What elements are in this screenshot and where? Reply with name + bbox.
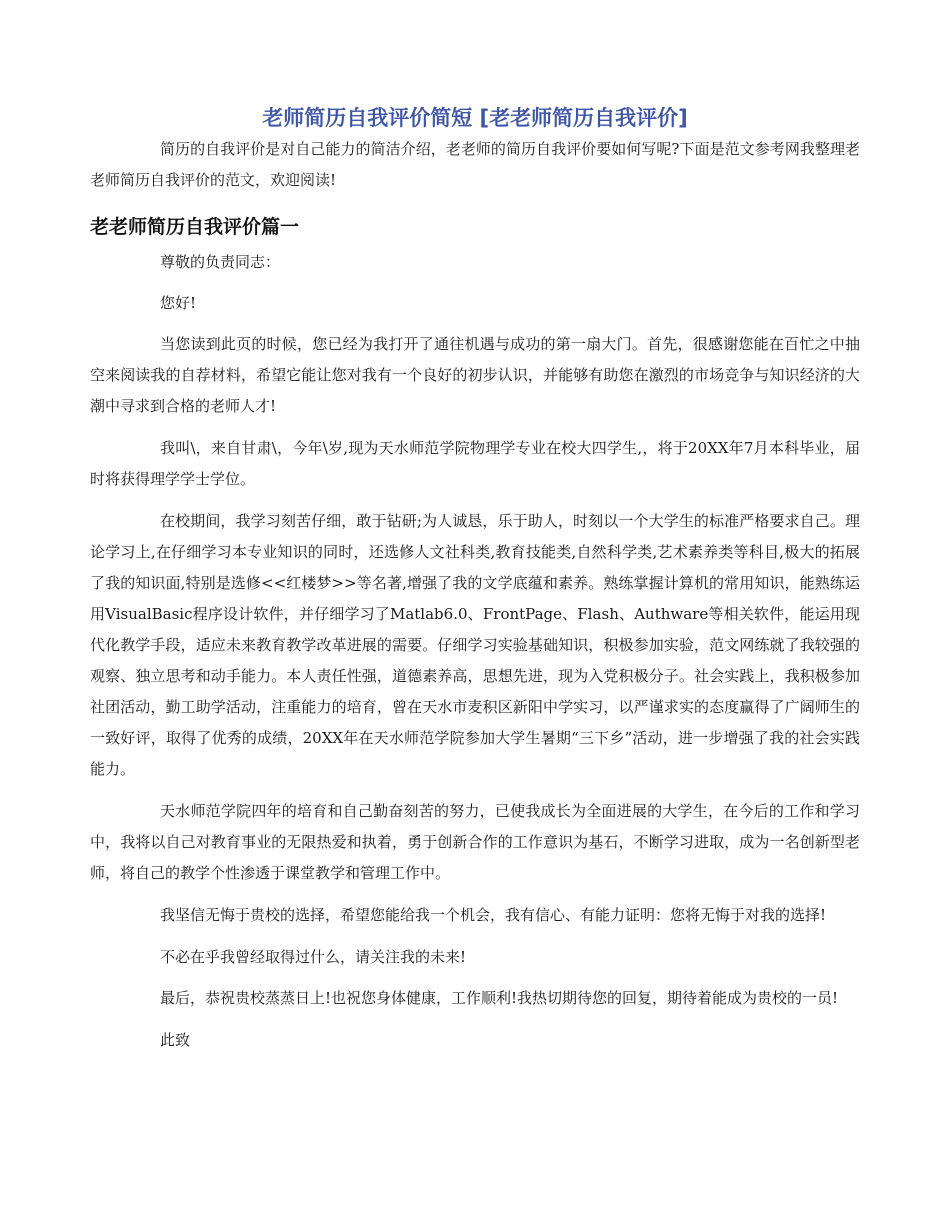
body-paragraph: 当您读到此页的时候，您已经为我打开了通往机遇与成功的第一扇大门。首先，很感谢您能在百忙之中抽空来阅读我的自荐材料，希望它能让您对我有一个良好的初步认识，并能够有助您在激烈的市场竞争与知识经济的大潮中寻求到合格的老师人才!	[90, 335, 860, 415]
section-heading: 老老师简历自我评价篇一	[90, 216, 300, 238]
body-paragraph: 不必在乎我曾经取得过什么，请关注我的未来!	[160, 948, 467, 966]
body-paragraph: 我坚信无悔于贵校的选择，希望您能给我一个机会，我有信心、有能力证明：您将无悔于对我的选择!	[160, 906, 827, 924]
body-paragraph: 在校期间，我学习刻苦仔细，敢于钻研;为人诚恳，乐于助人，时刻以一个大学生的标准严格要求自己。理论学习上,在仔细学习本专业知识的同时，还选修人文社科类,教育技能类,自然科学类,艺术素养类等科目,极大的拓展了我的知识面,特别是选修<<红楼梦>>等名著,增强了我的文学底蕴和素养。熟练掌握计算机的常用知识，能熟练运用VisualBasic程序设计软件，并仔细学习了Matlab6.0、FrontPage、Flash、Authware等相关软件，能运用现代化教学手段，适应未来教育教学改革进展的需要。仔细学习实验基础知识，积极参加实验，范文网练就了我较强的观察、独立思考和动手能力。本人责任性强，道德素养高，思想先进，现为入党积极分子。社会实践上，我积极参加社团活动，勤工助学活动，注重能力的培育，曾在天水市麦积区新阳中学实习，以严谨求实的态度赢得了广阔师生的一致好评，取得了优秀的成绩，20XX年在天水师范学院参加大学生暑期“三下乡”活动，进一步增强了我的社会实践能力。	[90, 512, 860, 778]
body-paragraph: 最后，恭祝贵校蒸蒸日上!也祝您身体健康，工作顺利!我热切期待您的回复，期待着能成为贵校的一员!	[160, 989, 839, 1007]
body-paragraph: 我叫\，来自甘肃\，今年\岁,现为天水师范学院物理学专业在校大四学生,，将于20XX年7月本科毕业，届时将获得理学学士学位。	[90, 439, 860, 488]
salutation-paragraph: 尊敬的负责同志：	[160, 253, 281, 271]
document-body	[90, 102, 860, 1066]
body-paragraph: 天水师范学院四年的培育和自己勤奋刻苦的努力，已使我成长为全面进展的大学生，在今后的工作和学习中，我将以自己对教育事业的无限热爱和执着，勇于创新合作的工作意识为基石，不断学习进取，成为一名创新型老师，将自己的教学个性渗透于课堂教学和管理工作中。	[90, 802, 860, 882]
greeting-paragraph: 您好!	[160, 294, 197, 312]
page-title: 老师简历自我评价简短 [老老师简历自我评价]	[262, 106, 688, 130]
intro-paragraph: 简历的自我评价是对自己能力的简洁介绍，老老师的简历自我评价要如何写呢?下面是范文参考网我整理老老师简历自我评价的范文，欢迎阅读!	[90, 140, 860, 189]
closing-paragraph: 此致	[160, 1031, 191, 1049]
